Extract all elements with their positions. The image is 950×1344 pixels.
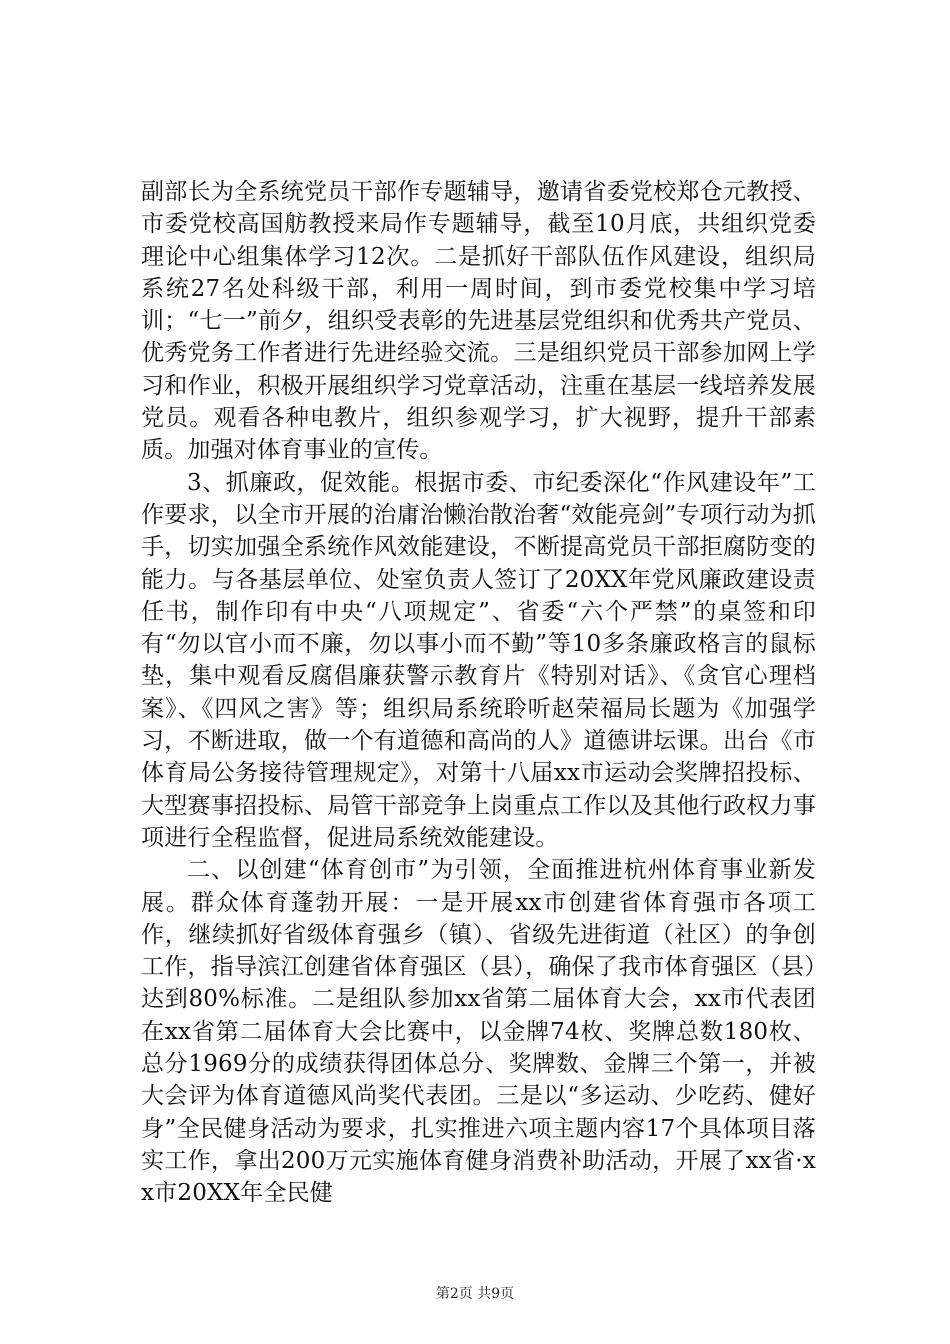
paragraph-1: 副部长为全系统党员干部作专题辅导，邀请省委党校郑仓元教授、市委党校高国舫教授来局作专题辅导，截至10月底，共组织党委理论中心组集体学习12次。二是抓好干部队伍作风建设，组织局系统27名处科级干部，利用一周时间，到市委党校集中学习培训；“七一”前夕，组织受表彰的先进基层党组织和优秀共产党员、优秀党务工作者进行先进经验交流。三是组织党员干部参加网上学习和作业，积极开展组织学习党章活动，注重在基层一线培养发展党员。观看各种电教片，组织参观学习，扩大视野，提升干部素质。加强对体育事业的宣传。 (141, 179, 816, 464)
paragraph-3: 二、以创建“体育创市”为引领，全面推进杭州体育事业新发展。群众体育蓬勃开展：一是开展xx市创建省体育强市各项工作，继续抓好省级体育强乡（镇）、省级先进街道（社区）的争创工作，指导滨江创建省体育强区（县），确保了我市体育强区（县）达到80%标准。二是组队参加xx省第二届体育大会，xx市代表团在xx省第二届体育大会比赛中，以金牌74枚、奖牌总数180枚、总分1969分的成绩获得团体总分、奖牌数、金牌三个第一，并被大会评为体育道德风尚奖代表团。三是以“多运动、少吃药、健好身”全民健身活动为要求，扎实推进六项主题内容17个具体项目落实工作，拿出200万元实施体育健身消费补助活动，开展了xx省·xx市20XX年全民健 (141, 857, 816, 1207)
page-footer: 第2页 共9页 (435, 1286, 515, 1302)
document-body (141, 176, 816, 1210)
paragraph-2: 3、抓廉政，促效能。根据市委、市纪委深化“作风建设年”工作要求，以全市开展的治庸治懒治散治奢“效能亮剑”专项行动为抓手，切实加强全系统作风效能建设，不断提高党员干部拒腐防变的能力。与各基层单位、处室负责人签订了20XX年党风廉政建设责任书，制作印有中央“八项规定”、省委“六个严禁”的桌签和印有“勿以官小而不廉，勿以事小而不勤”等10多条廉政格言的鼠标垫，集中观看反腐倡廉获警示教育片《特别对话》、《贪官心理档案》、《四风之害》等；组织局系统聆听赵荣福局长题为《加强学习，不断进取，做一个有道德和高尚的人》道德讲坛课。出台《市体育局公务接待管理规定》，对第十八届xx市运动会奖牌招投标、大型赛事招投标、局管干部竞争上岗重点工作以及其他行政权力事项进行全程监督，促进局系统效能建设。 (141, 469, 816, 851)
